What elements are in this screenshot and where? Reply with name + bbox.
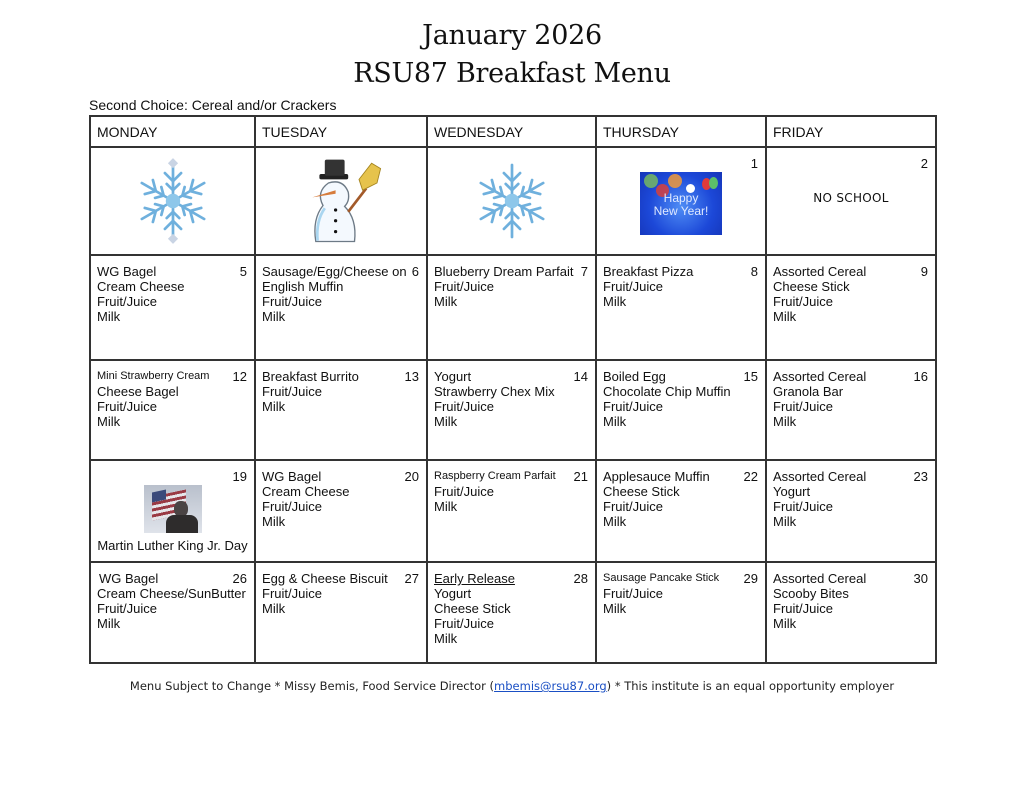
menu-item: Milk [97, 414, 121, 429]
day-cell [427, 562, 596, 663]
footer-suffix: ) * This institute is an equal opportunity employer [606, 679, 895, 693]
menu-item: Fruit/Juice [773, 499, 833, 514]
menu-item: Cheese Bagel [97, 384, 179, 399]
menu-item: WG Bagel [99, 571, 159, 586]
menu-item: Assorted Cereal [773, 571, 867, 586]
weekday-header-row [90, 116, 936, 147]
day-cell [255, 562, 427, 663]
day-cell [427, 460, 596, 562]
menu-item: Assorted Cereal [773, 469, 867, 484]
day-cell [90, 255, 255, 360]
menu-item: Milk [603, 414, 627, 429]
menu-item: Scooby Bites [773, 586, 849, 601]
menu-item: Sausage/Egg/Cheese on [262, 264, 407, 279]
menu-item: Fruit/Juice [603, 499, 663, 514]
day-cell [596, 460, 766, 562]
menu-item: Cheese Stick [434, 601, 511, 616]
footer-prefix: Menu Subject to Change * Missy Bemis, Food Service Director ( [129, 679, 495, 693]
menu-item: Assorted Cereal [773, 369, 867, 384]
footer-note [0, 679, 1024, 693]
menu-item: Milk [97, 309, 121, 324]
header-thursday: THURSDAY [596, 116, 766, 147]
day-cell [90, 562, 255, 663]
menu-item: Milk [262, 601, 286, 616]
menu-item: Fruit/Juice [603, 586, 663, 601]
day-cell [596, 255, 766, 360]
day-cell [766, 255, 936, 360]
day-cell [255, 360, 427, 460]
week-row [90, 147, 936, 255]
menu-item: Milk [773, 309, 797, 324]
day-cell [255, 147, 427, 255]
menu-item: WG Bagel [262, 469, 322, 484]
menu-item: Fruit/Juice [262, 499, 322, 514]
menu-item: Fruit/Juice [434, 279, 494, 294]
snowman-icon [256, 156, 426, 246]
new-year-text: Happy New Year! [653, 191, 709, 218]
menu-item: Raspberry Cream Parfait [434, 470, 556, 482]
week-row [90, 562, 936, 663]
menu-calendar [89, 115, 937, 664]
menu-item: Milk [773, 616, 797, 631]
menu-item: Cheese Stick [773, 279, 850, 294]
no-school-note: NO SCHOOL [813, 191, 889, 205]
menu-item: Granola Bar [773, 384, 844, 399]
menu-item: Blueberry Dream Parfait [434, 264, 574, 279]
day-number: 12 [232, 369, 247, 384]
day-number: 14 [573, 369, 588, 384]
menu-item: Yogurt [434, 586, 472, 601]
day-number: 2 [920, 156, 928, 171]
menu-item: Milk [773, 514, 797, 529]
menu-item: Milk [434, 294, 458, 309]
menu-item: Fruit/Juice [97, 399, 157, 414]
snowflake-icon [91, 156, 254, 246]
week-row [90, 255, 936, 360]
day-number: 30 [913, 571, 928, 586]
day-number: 20 [404, 469, 419, 484]
day-number: 23 [913, 469, 928, 484]
happy-new-year-image [597, 172, 765, 235]
menu-item: Milk [434, 414, 458, 429]
menu-item: Milk [434, 631, 458, 646]
menu-item: Cream Cheese [97, 279, 185, 294]
menu-item: Fruit/Juice [773, 399, 833, 414]
menu-item: Cream Cheese [262, 484, 350, 499]
day-cell [90, 460, 255, 562]
day-cell [766, 562, 936, 663]
day-number: 6 [411, 264, 419, 279]
menu-item: Fruit/Juice [603, 279, 663, 294]
day-cell [766, 360, 936, 460]
day-cell [427, 147, 596, 255]
menu-item: Fruit/Juice [773, 294, 833, 309]
menu-item: Yogurt [434, 369, 472, 384]
day-number: 19 [232, 469, 247, 484]
menu-item: Milk [262, 309, 286, 324]
menu-item: Fruit/Juice [262, 384, 322, 399]
menu-item: Milk [603, 294, 627, 309]
menu-item: Applesauce Muffin [603, 469, 710, 484]
menu-item: Breakfast Pizza [603, 264, 694, 279]
menu-item: Sausage Pancake Stick [603, 572, 720, 584]
header-wednesday: WEDNESDAY [427, 116, 596, 147]
menu-item: Fruit/Juice [262, 586, 322, 601]
director-email-link[interactable]: mbemis@rsu87.org [494, 679, 607, 693]
snowflake-icon [428, 156, 595, 246]
day-number: 29 [743, 571, 758, 586]
day-cell [427, 360, 596, 460]
menu-item: Fruit/Juice [773, 601, 833, 616]
menu-item: Milk [262, 399, 286, 414]
mlk-portrait-image [91, 485, 254, 533]
menu-item: Strawberry Chex Mix [434, 384, 555, 399]
menu-item: Fruit/Juice [603, 399, 663, 414]
day-number: 8 [750, 264, 758, 279]
menu-item: Milk [97, 616, 121, 631]
day-number: 1 [750, 156, 758, 171]
day-number: 21 [573, 469, 588, 484]
menu-item: Milk [603, 514, 627, 529]
menu-item: Fruit/Juice [434, 616, 494, 631]
day-number: 9 [920, 264, 928, 279]
week-row [90, 460, 936, 562]
menu-item: Fruit/Juice [434, 399, 494, 414]
menu-item: Milk [773, 414, 797, 429]
day-cell [596, 562, 766, 663]
menu-item: Assorted Cereal [773, 264, 867, 279]
day-number: 26 [232, 571, 247, 586]
day-cell [90, 360, 255, 460]
day-number: 27 [404, 571, 419, 586]
menu-item: Chocolate Chip Muffin [603, 384, 731, 399]
day-number: 15 [743, 369, 758, 384]
day-cell [766, 147, 936, 255]
day-number: 28 [573, 571, 588, 586]
menu-item: Egg & Cheese Biscuit [262, 571, 388, 586]
menu-item: Milk [434, 499, 458, 514]
week-row [90, 360, 936, 460]
day-number: 13 [404, 369, 419, 384]
day-cell [90, 147, 255, 255]
day-cell [255, 460, 427, 562]
page-title-month: January 2026 [422, 20, 602, 51]
menu-item: Fruit/Juice [434, 484, 494, 499]
holiday-note: Martin Luther King Jr. Day [97, 538, 248, 553]
menu-item: Fruit/Juice [97, 601, 157, 616]
second-choice-note: Second Choice: Cereal and/or Crackers [89, 97, 337, 113]
menu-item: Fruit/Juice [97, 294, 157, 309]
header-tuesday: TUESDAY [255, 116, 427, 147]
menu-item: Mini Strawberry Cream [97, 370, 210, 382]
day-number: 5 [239, 264, 247, 279]
day-cell [427, 255, 596, 360]
day-cell [596, 147, 766, 255]
day-number: 16 [913, 369, 928, 384]
menu-item: Cream Cheese/SunButter [97, 586, 246, 601]
day-cell [255, 255, 427, 360]
early-release-note: Early Release [434, 571, 515, 586]
menu-item: Yogurt [773, 484, 811, 499]
header-monday: MONDAY [90, 116, 255, 147]
day-number: 7 [580, 264, 588, 279]
menu-item: Milk [603, 601, 627, 616]
day-cell [596, 360, 766, 460]
menu-item: Milk [262, 514, 286, 529]
menu-item: Breakfast Burrito [262, 369, 359, 384]
day-number: 22 [743, 469, 758, 484]
day-cell [766, 460, 936, 562]
menu-item: English Muffin [262, 279, 344, 294]
menu-item: Cheese Stick [603, 484, 680, 499]
header-friday: FRIDAY [766, 116, 936, 147]
menu-item: Boiled Egg [603, 369, 666, 384]
page-title-menu: RSU87 Breakfast Menu [353, 58, 671, 89]
menu-item: WG Bagel [97, 264, 157, 279]
menu-item: Fruit/Juice [262, 294, 322, 309]
